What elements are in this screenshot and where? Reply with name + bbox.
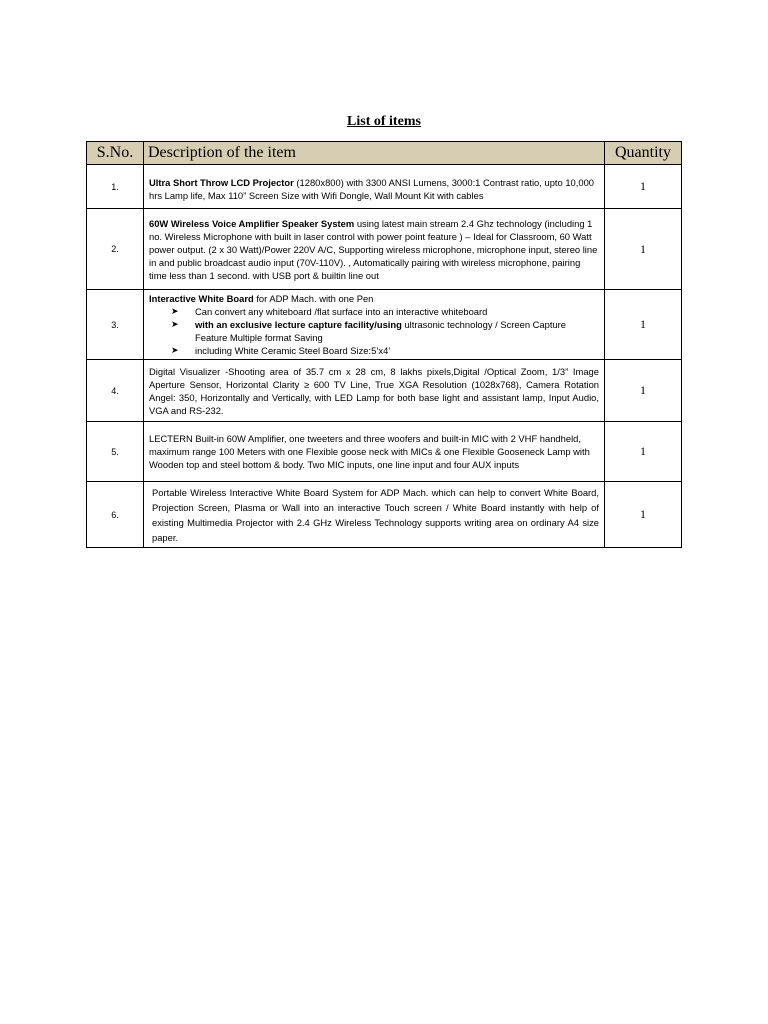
table-row [87,209,682,290]
list-item [171,318,599,344]
row-description [144,422,605,482]
table-row [87,165,682,209]
item-details: Portable Wireless Interactive White Board System for ADP Mach. which can help to convert White Board, Projection Screen, Plasma or Wall into an interactive Touch screen / White Board instantly with help of existing Multimedia Projector with 2.4 GHz Wireless Technology supports writing area on ordinary A4 size paper. [152,486,599,543]
item-name: 60W Wireless Voice Amplifier Speaker System [149,217,355,229]
item-details: LECTERN Built-in 60W Amplifier, one tweeters and three woofers and built-in MIC with 2 VHF handheld, maximum range 100 Meters with one Flexible goose neck with MICs & one Flexible Gooseneck Lamp with Wooden top and steel bottom & body. Two MIC inputs, one line input and four AUX inputs [149,433,590,470]
row-number: 6. [87,482,144,548]
row-description [144,360,605,422]
row-quantity: 1 [605,209,682,290]
row-number: 4. [87,360,144,422]
table-row [87,360,682,422]
row-quantity: 1 [605,290,682,360]
item-details: using latest main stream 2.4 Ghz technology (including 1 no. Wireless Microphone with built in laser control with power point feature ) – Ideal for Classroom, 60 Watt power output. (2 x 30 Watt)/Power 220V A/C, Supporting wireless microphone, microphone input, stereo line in and public broadcast audio input (70V-110V). , Automatically pairing with wireless microphone, pairing time less than 1 second. with USB port & builtin line out [149,217,598,281]
item-name: Interactive White Board [149,293,254,304]
row-description [144,290,605,360]
row-number: 2. [87,209,144,290]
row-number: 3. [87,290,144,360]
bullet-text: Can convert any whiteboard /flat surface into an interactive whiteboard [195,306,488,317]
item-details: Digital Visualizer -Shooting area of 35.7 cm x 28 cm, 8 lakhs pixels,Digital /Optical Zoom, 1/3” Image Aperture Sensor, Horizontal Clarity ≥ 600 TV Line, True XGA Resolution (1028x768), Camera Rotation Angel: 350, Horizontally and Vertically, with LED Lamp for both base light and assistant lamp, Input Audio, VGA and RS-232. [149,365,599,416]
bullet-text: ultrasonic technology / Screen Capture Feature Multiple format Saving [195,319,566,343]
feature-list [149,305,599,357]
table-row [87,482,682,548]
arrowhead-icon: ➤ [171,319,179,329]
item-name: Ultra Short Throw LCD Projector [149,176,294,188]
page-title: List of items [347,114,421,129]
header-sno: S.No. [87,142,144,165]
table-row [87,422,682,482]
row-quantity: 1 [605,422,682,482]
row-number: 5. [87,422,144,482]
list-item [171,344,599,357]
bullet-lead: with an exclusive lecture capture facility/using [195,319,402,330]
item-details: for ADP Mach. with one Pen [253,293,374,304]
arrowhead-icon: ➤ [171,306,179,316]
table-row [87,290,682,360]
header-quantity: Quantity [605,142,682,165]
bullet-text: including White Ceramic Steel Board Size:5’x4’ [195,345,391,356]
items-table [86,141,682,548]
table-header-row [87,142,682,165]
row-description [144,482,605,548]
list-item [171,305,599,318]
header-description: Description of the item [144,142,605,165]
arrowhead-icon: ➤ [171,345,179,355]
row-number: 1. [87,165,144,209]
row-quantity: 1 [605,165,682,209]
row-description [144,165,605,209]
row-quantity: 1 [605,482,682,548]
item-details: (1280x800) with 3300 ANSI Lumens, 3000:1 Contrast ratio, upto 10,000 hrs Lamp life, Max 110” Screen Size with Wifi Dongle, Wall Mount Kit with cables [149,176,595,201]
row-quantity: 1 [605,360,682,422]
row-description [144,209,605,290]
